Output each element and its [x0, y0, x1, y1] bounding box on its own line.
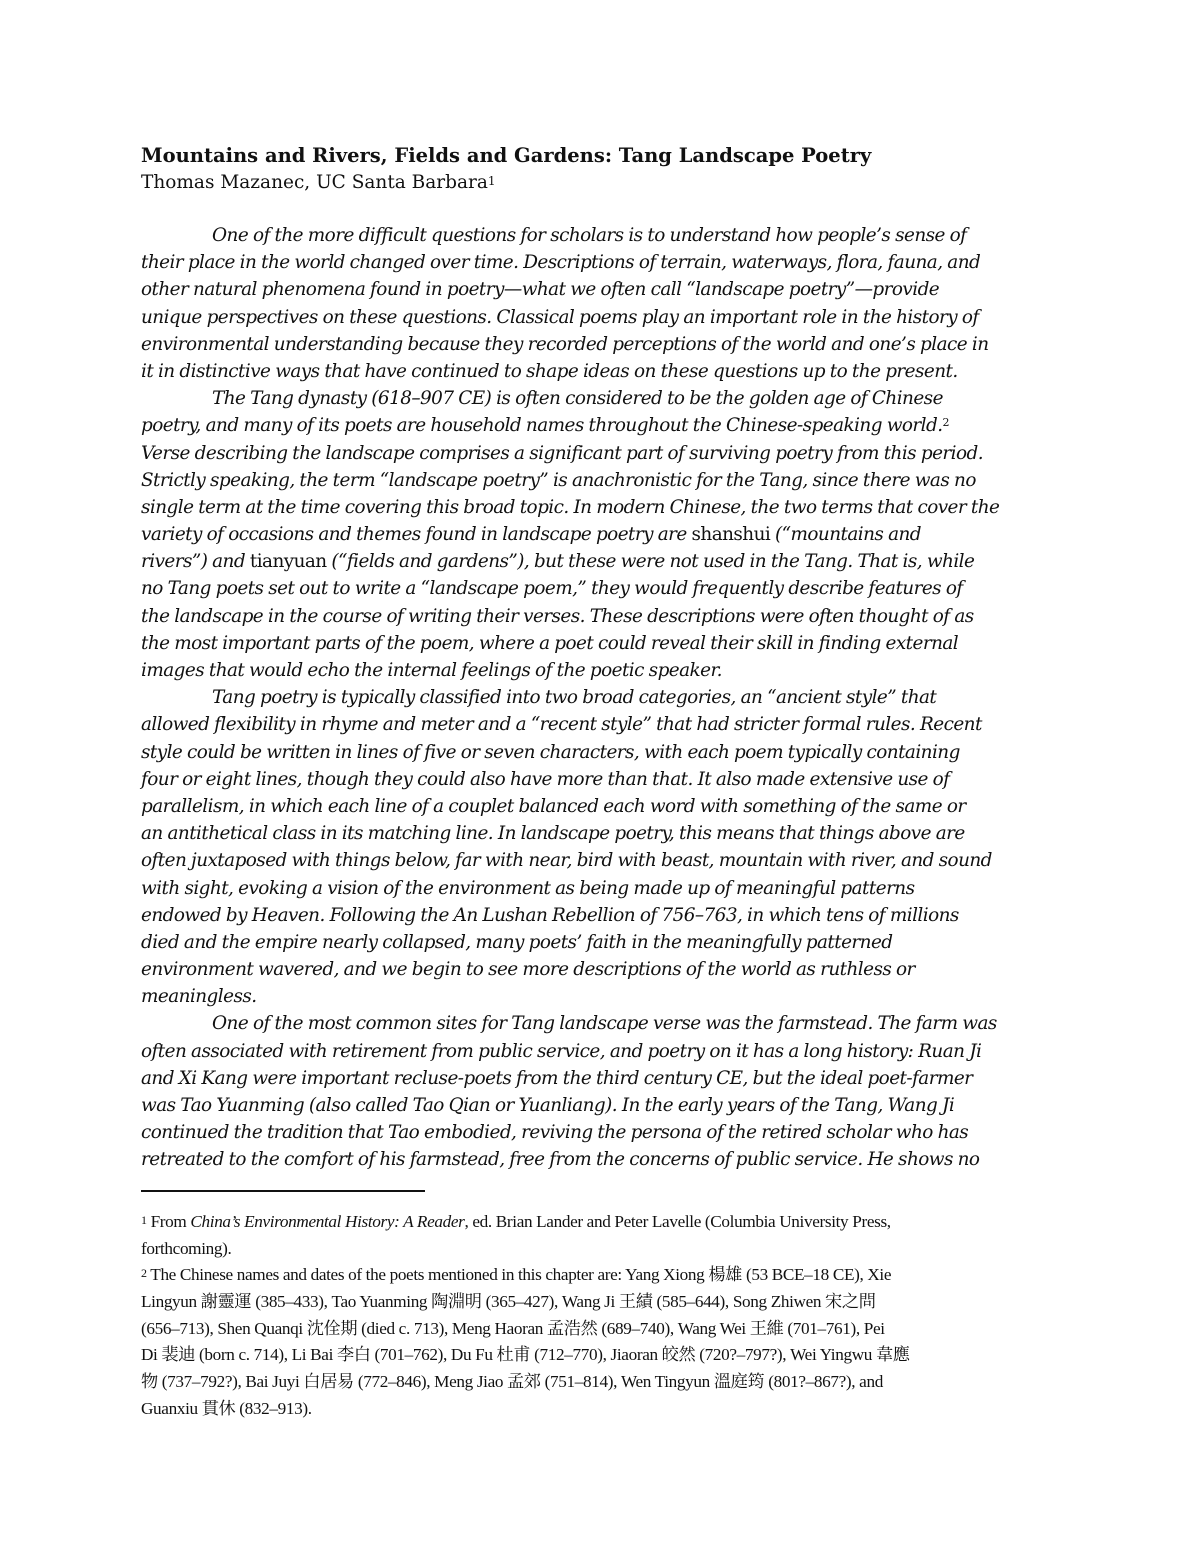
paragraph-line: [141, 684, 1061, 711]
text-run: From: [146, 1212, 191, 1231]
author-name: Thomas Mazanec, UC Santa Barbara: [141, 172, 488, 193]
text-run: meaningless.: [141, 986, 257, 1008]
text-run: often associated with retirement from public service, and poetry on it has a long history: Ruan Ji: [141, 1040, 982, 1062]
footnote-line: [141, 1369, 1066, 1396]
text-run: often juxtaposed with things below, far with near, bird with beast, mountain with river, and sound: [141, 850, 992, 872]
text-run: forthcoming).: [141, 1238, 232, 1258]
text-run: Di 裴迪 (born c. 714), Li Bai 李白 (701–762), Du Fu 杜甫 (712–770), Jiaoran 皎然 (720?–797?), Wei Yingwu 韋應: [141, 1345, 910, 1365]
footnote-marker[interactable]: 1: [141, 1213, 147, 1227]
paragraph-line: [141, 1065, 1061, 1092]
text-run: (“mountains and: [770, 524, 922, 546]
paragraph-line: [141, 575, 1061, 602]
text-run: (“fields and gardens”), but these were not used in the Tang. That is, while: [326, 551, 975, 573]
paragraph-line: [141, 902, 1061, 929]
text-run: One of the more difficult questions for scholars is to understand how people’s sense of: [212, 225, 967, 246]
text-run: single term at the time covering this broad topic. In modern Chinese, the two terms that cover the: [141, 496, 1000, 518]
footnote-line: [141, 1396, 1066, 1423]
text-run: it in distinctive ways that have continued to shape ideas on these questions up to the present.: [141, 360, 958, 382]
text-run: (656–713), Shen Quanqi 沈佺期 (died c. 713), Meng Haoran 孟浩然 (689–740), Wang Wei 王維 (701–761), Pei: [141, 1318, 885, 1338]
text-run: parallelism, in which each line of a couplet balanced each word with something of the same or: [141, 795, 966, 817]
footnote-line: [141, 1209, 1066, 1236]
text-run: with sight, evoking a vision of the environment as being made up of meaningful patterns: [141, 877, 915, 899]
paragraph-line: [141, 875, 1061, 902]
paragraph-line: [141, 276, 1061, 303]
text-run: variety of occasions and themes found in landscape poetry are: [141, 524, 692, 546]
footnote-line: [141, 1289, 1066, 1316]
paragraph-line: [141, 711, 1061, 738]
paragraph-line: [141, 793, 1061, 820]
text-run: environment wavered, and we begin to see more descriptions of the world as ruthless or: [141, 959, 915, 981]
text-run: four or eight lines, though they could also have more than that. It also made extensive use of: [141, 768, 950, 790]
text-run: environmental understanding because they recorded perceptions of the world and one’s place in: [141, 333, 989, 355]
text-run: rivers”) and: [141, 551, 250, 573]
footnote-line: [141, 1262, 1066, 1289]
text-run: the most important parts of the poem, where a poet could reveal their skill in finding external: [141, 632, 959, 654]
footnotes: [141, 1209, 1066, 1423]
text-run: endowed by Heaven. Following the An Lushan Rebellion of 756–763, in which tens of millions: [141, 904, 959, 926]
text-run: the landscape in the course of writing their verses. These descriptions were often thought of as: [141, 605, 974, 627]
paragraph-line: [141, 304, 1061, 331]
paragraph-line: [141, 657, 1061, 684]
footnote-line: [141, 1342, 1066, 1369]
paragraph-line: [141, 630, 1061, 657]
paragraph-line: [141, 1146, 1061, 1173]
text-run: images that would echo the internal feelings of the poetic speaker.: [141, 660, 722, 681]
text-run: Guanxiu 貫休 (832–913).: [141, 1398, 312, 1418]
paragraph-line: [141, 521, 1061, 548]
text-run: Tang poetry is typically classified into two broad categories, an “ancient style” that: [212, 687, 937, 709]
paragraph-line: [141, 603, 1061, 630]
paragraph-line: [141, 847, 1061, 874]
paragraph-line: [141, 1119, 1061, 1146]
paragraph-line: [141, 222, 1061, 249]
author-footnote-marker[interactable]: 1: [487, 174, 496, 188]
text-run: Verse describing the landscape comprises a significant part of surviving poetry from this period.: [141, 442, 984, 464]
paragraph-line: [141, 467, 1061, 494]
footnote-marker[interactable]: 2: [942, 416, 949, 430]
text-run: The Chinese names and dates of the poets mentioned in this chapter are: Yang Xiong 楊雄 (53 BCE–18 CE), Xie: [146, 1265, 892, 1285]
text-run: shanshui: [691, 524, 771, 546]
text-run: other natural phenomena found in poetry—what we often call “landscape poetry”—provide: [141, 279, 940, 301]
text-run: died and the empire nearly collapsed, many poets’ faith in the meaningfully patterned: [141, 931, 893, 953]
paragraph-line: [141, 1010, 1061, 1037]
body-text: [141, 222, 1061, 1174]
text-run: Strictly speaking, the term “landscape poetry” is anachronistic for the Tang, since there was no: [141, 469, 976, 491]
paragraph-line: [141, 983, 1061, 1010]
footnote-line: [141, 1236, 1066, 1263]
paragraph-line: [141, 548, 1061, 575]
text-run: allowed flexibility in rhyme and meter and a “recent style” that had stricter formal rules. Recent: [141, 714, 982, 736]
text-run: and Xi Kang were important recluse-poets from the third century CE, but the ideal poet-farmer: [141, 1067, 973, 1089]
paragraph-line: [141, 412, 1061, 439]
paragraph-line: [141, 929, 1061, 956]
paragraph-line: [141, 739, 1061, 766]
text-run: no Tang poets set out to write a “landscape poem,” they would frequently describe features of: [141, 578, 963, 600]
paragraph-line: [141, 820, 1061, 847]
paragraph-line: [141, 1038, 1061, 1065]
text-run: style could be written in lines of five or seven characters, with each poem typically containing: [141, 741, 960, 763]
paragraph-line: [141, 331, 1061, 358]
footnote-marker[interactable]: 2: [141, 1266, 147, 1281]
footnote-divider: [141, 1190, 425, 1192]
paragraph-line: [141, 956, 1061, 983]
footnote-line: [141, 1316, 1066, 1343]
text-run: poetry, and many of its poets are household names throughout the Chinese-speaking world.: [141, 415, 943, 437]
book-title: China’s Environmental History: A Reader: [190, 1212, 465, 1231]
paragraph-line: [141, 494, 1061, 521]
text-run: Lingyun 謝靈運 (385–433), Tao Yuanming 陶淵明 (365–427), Wang Ji 王績 (585–644), Song Zhiwen 宋之問: [141, 1292, 876, 1312]
article-title: Mountains and Rivers, Fields and Gardens: Tang Landscape Poetry: [141, 144, 872, 167]
text-run: tianyuan: [249, 551, 327, 573]
text-run: their place in the world changed over time. Descriptions of terrain, waterways, flora, fauna, and: [141, 252, 981, 274]
text-run: The Tang dynasty (618–907 CE) is often considered to be the golden age of Chinese: [212, 388, 943, 410]
text-run: , ed. Brian Lander and Peter Lavelle (Columbia University Press,: [464, 1212, 891, 1231]
text-run: One of the most common sites for Tang landscape verse was the farmstead. The farm was: [212, 1013, 997, 1035]
text-run: 物 (737–792?), Bai Juyi 白居易 (772–846), Meng Jiao 孟郊 (751–814), Wen Tingyun 溫庭筠 (801?–867?), and: [141, 1372, 883, 1392]
author-line: [141, 170, 1061, 196]
paragraph-line: [141, 358, 1061, 385]
paragraph-line: [141, 766, 1061, 793]
paragraph-line: [141, 385, 1061, 412]
text-run: unique perspectives on these questions. Classical poems play an important role in the history of: [141, 306, 979, 328]
paragraph-line: [141, 249, 1061, 276]
text-run: retreated to the comfort of his farmstead, free from the concerns of public service. He shows no: [141, 1149, 980, 1171]
text-run: was Tao Yuanming (also called Tao Qian or Yuanliang). In the early years of the Tang, Wang Ji: [141, 1095, 955, 1116]
paragraph-line: [141, 1092, 1061, 1119]
text-run: an antithetical class in its matching line. In landscape poetry, this means that things above are: [141, 823, 965, 845]
paragraph-line: [141, 440, 1061, 467]
text-run: continued the tradition that Tao embodied, reviving the persona of the retired scholar who has: [141, 1122, 969, 1144]
